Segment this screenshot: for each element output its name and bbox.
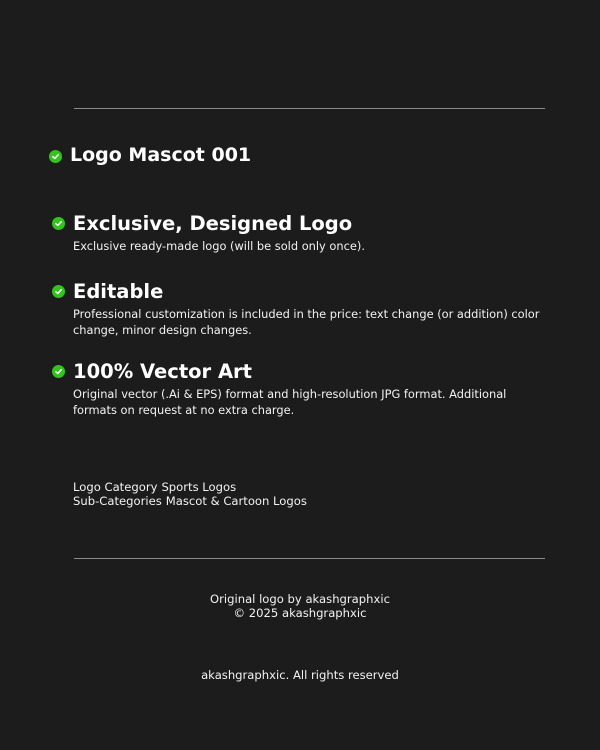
check-circle-icon [52, 217, 65, 230]
feature-description: Professional customization is included in the price: text change (or addition) color change, minor design changes. [73, 307, 540, 337]
feature-heading: Editable [73, 280, 164, 303]
check-circle-icon [52, 365, 65, 378]
subcategory-label: Sub-Categories [73, 494, 162, 508]
feature-description: Exclusive ready-made logo (will be sold only once). [73, 239, 365, 253]
footer-rights: akashgraphxic. All rights reserved [201, 668, 399, 682]
category-value: Sports Logos [161, 480, 237, 494]
feature-description: Original vector (.Ai & EPS) format and high-resolution JPG format. Additional formats on request at no extra charge. [73, 387, 507, 417]
page-title: Logo Mascot 001 [70, 144, 252, 166]
check-circle-icon [49, 150, 62, 163]
subcategory-value: Mascot & Cartoon Logos [165, 494, 307, 508]
logo-category [73, 480, 236, 494]
category-label: Logo Category [73, 480, 158, 494]
check-circle-icon [52, 285, 65, 298]
feature-heading: Exclusive, Designed Logo [73, 212, 353, 235]
footer-copyright: © 2025 akashgraphxic [233, 606, 367, 620]
top-divider [74, 108, 545, 109]
footer-credit: Original logo by akashgraphxic [210, 592, 390, 606]
bottom-divider [74, 558, 545, 559]
feature-heading: 100% Vector Art [73, 360, 252, 383]
logo-subcategory [73, 494, 307, 508]
